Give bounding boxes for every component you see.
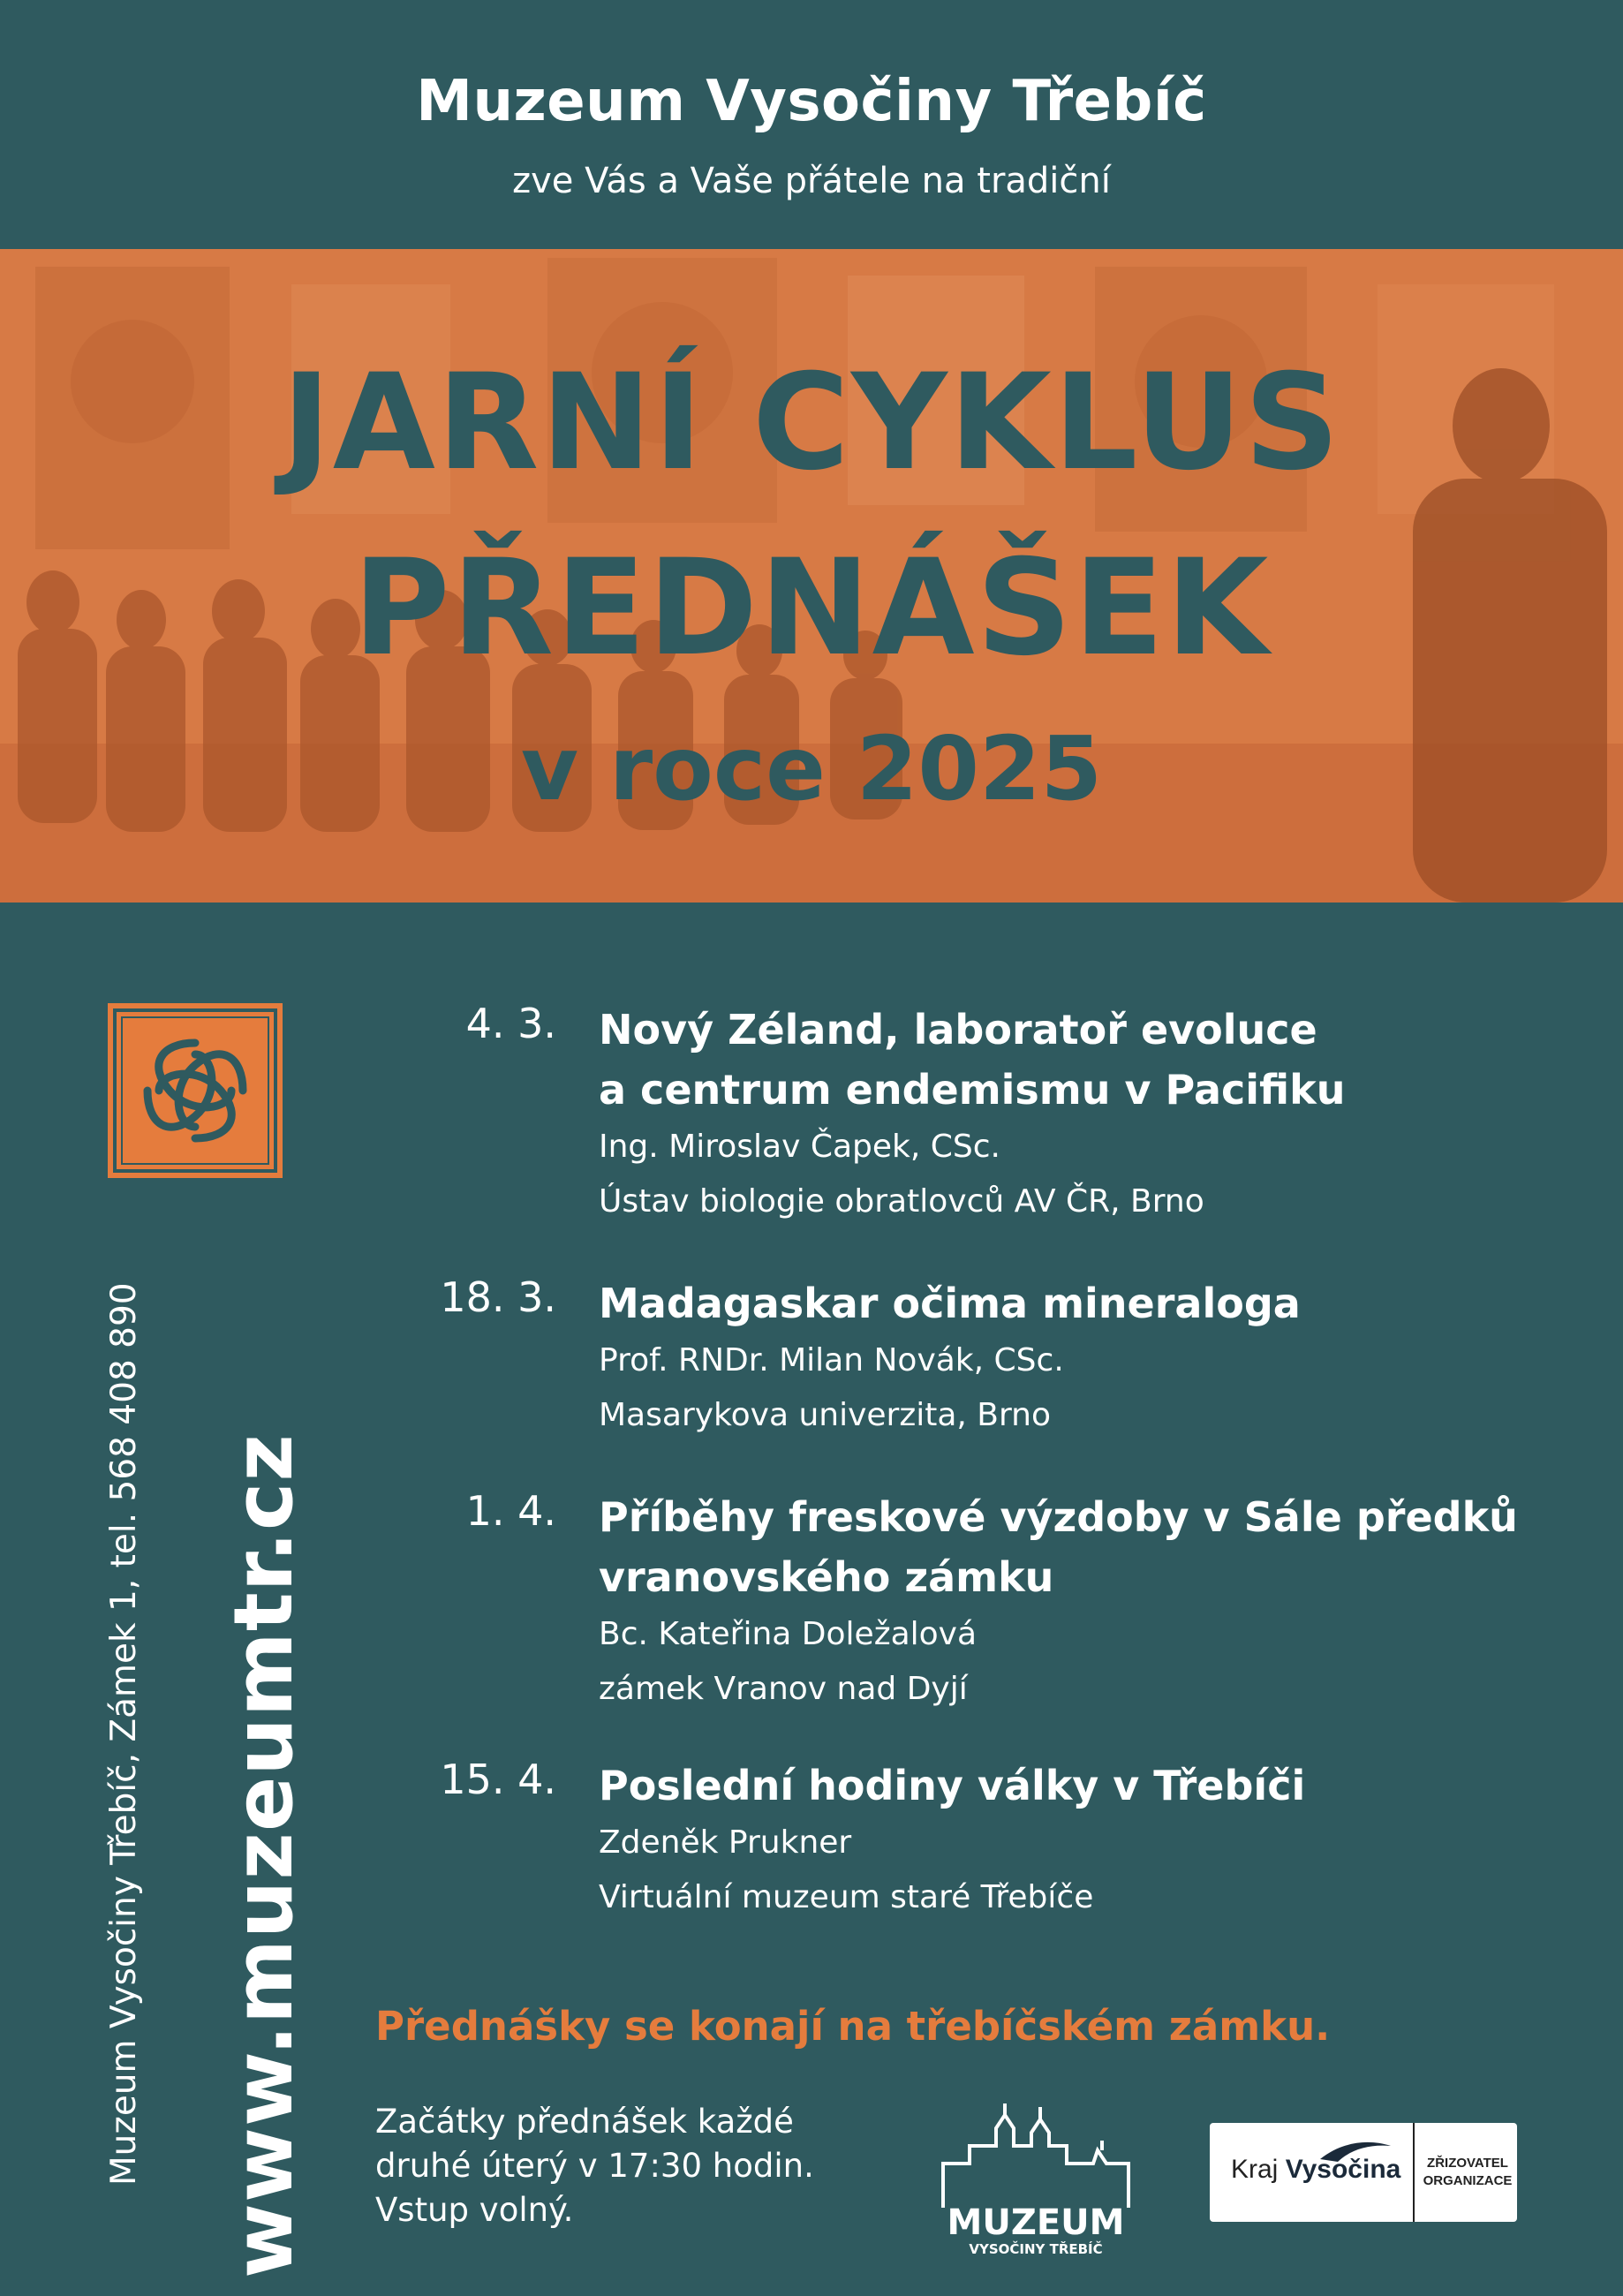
invitation-text: zve Vás a Vaše přátele na tradiční (512, 161, 1111, 201)
kraj-label: Kraj Vysočina (1231, 2155, 1401, 2184)
lecture-date: 18. 3. (440, 1273, 556, 1321)
info-line: Vstup volný. (375, 2191, 574, 2229)
hero-title-line1: JARNÍ CYKLUS (282, 346, 1341, 500)
museum-website-link[interactable]: www.muzeumtr.cz (216, 1433, 311, 2278)
lecture-speaker: Bc. Kateřina Doležalová (599, 1616, 978, 1652)
lecture-speaker: Prof. RNDr. Milan Novák, CSc. (599, 1342, 1064, 1378)
organization-title: Muzeum Vysočiny Třebíč (416, 69, 1207, 134)
kraj-note: ZŘIZOVATEL ORGANIZACE (1423, 2156, 1513, 2188)
schedule-info (375, 2100, 905, 2232)
museum-logo-text: MUZEUM (947, 2202, 1125, 2243)
kraj-vysocina-logo (1210, 2123, 1517, 2222)
celtic-knot-icon (108, 1003, 283, 1178)
info-line: druhé úterý v 17:30 hodin. (375, 2147, 814, 2185)
info-line: Začátky přednášek každé (375, 2103, 794, 2141)
hero-banner (0, 249, 1623, 903)
lecture-institution: Ústav biologie obratlovců AV ČR, Brno (599, 1183, 1204, 1220)
lecture-speaker: Ing. Miroslav Čapek, CSc. (599, 1129, 1000, 1165)
divider (1413, 2123, 1415, 2222)
hero-title-line3: v roce 2025 (520, 717, 1103, 820)
lecture-date: 4. 3. (465, 1000, 556, 1047)
lecture-title-line: Nový Zéland, laboratoř evoluce (599, 1006, 1317, 1054)
museum-address: Muzeum Vysočiny Třebíč, Zámek 1, tel. 568 408 890 (104, 1282, 144, 2186)
castle-outline-icon (943, 2103, 1129, 2208)
header (0, 0, 1623, 249)
lecture-title-line: Poslední hodiny války v Třebíči (599, 1762, 1306, 1809)
hero-title-line2: PŘEDNÁŠEK (352, 532, 1271, 685)
lecture-title-line: Madagaskar očima mineraloga (599, 1280, 1301, 1327)
lecture-title-line: Příběhy freskové výzdoby v Sále předků (599, 1493, 1518, 1541)
lecture-institution: Masarykova univerzita, Brno (599, 1397, 1051, 1433)
lecture-date: 15. 4. (440, 1756, 556, 1803)
lecture-institution: Virtuální muzeum staré Třebíče (599, 1879, 1094, 1915)
lecture-institution: zámek Vranov nad Dyjí (599, 1671, 968, 1707)
venue-note: Přednášky se konají na třebíčském zámku. (375, 2003, 1331, 2050)
lecture-title-line: vranovského zámku (599, 1553, 1054, 1601)
museum-logo-subtext: VYSOČINY TŘEBÍČ (969, 2241, 1103, 2257)
lecture-title-line: a centrum endemismu v Pacifiku (599, 1066, 1346, 1114)
lecture-date: 1. 4. (465, 1487, 556, 1535)
museum-logo (934, 2102, 1137, 2261)
lecture-speaker: Zdeněk Prukner (599, 1824, 852, 1861)
